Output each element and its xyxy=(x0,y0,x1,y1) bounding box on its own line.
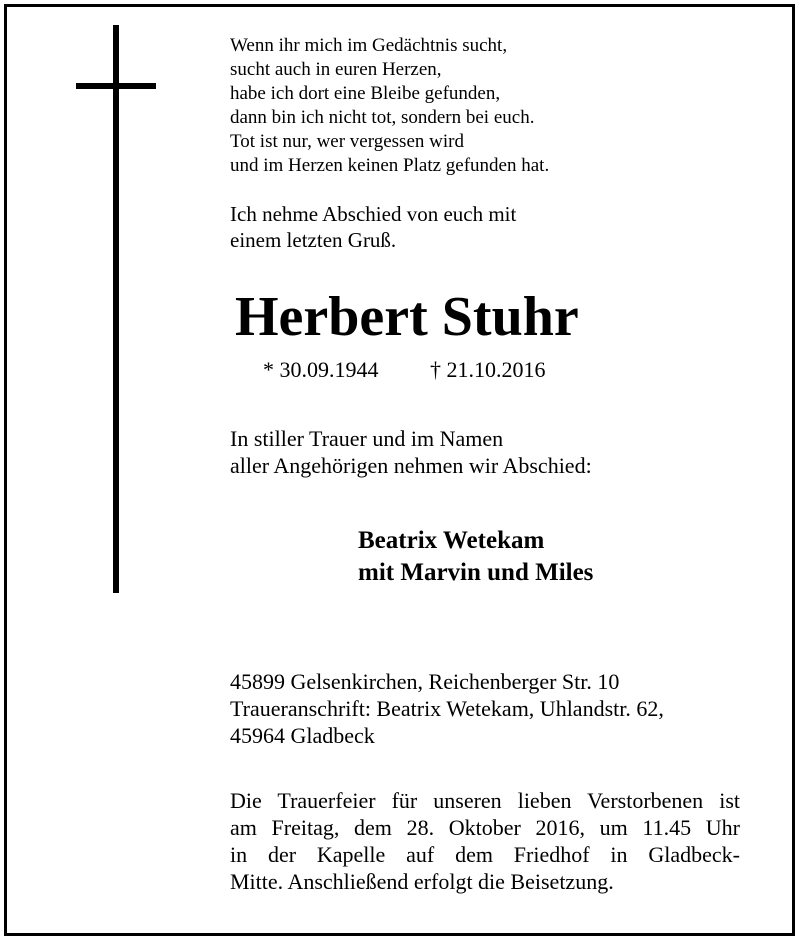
mourning-line: In stiller Trauer und im Namen xyxy=(230,426,504,451)
farewell-line: einem letzten Gruß. xyxy=(230,228,397,252)
poem-line: und im Herzen keinen Platz gefunden hat. xyxy=(230,155,550,176)
poem-line: Wenn ihr mich im Gedächtnis sucht, xyxy=(230,35,508,56)
deceased-name: Herbert Stuhr xyxy=(235,286,579,348)
cross-vertical-bar xyxy=(113,25,119,593)
ceremony-info xyxy=(230,787,740,895)
mourning-line: aller Angehörigen nehmen wir Abschied: xyxy=(230,453,592,478)
ceremony-line: Mitte. Anschließend erfolgt die Beisetzung. xyxy=(230,869,614,894)
family-signature xyxy=(358,525,593,589)
ceremony-line: Die Trauerfeier für unseren lieben Verstorbenen ist xyxy=(230,788,740,813)
address-block xyxy=(230,668,664,749)
family-line: mit Marvin und Miles xyxy=(358,559,594,586)
poem-line: habe ich dort eine Bleibe gefunden, xyxy=(230,83,501,104)
mourning-text xyxy=(230,425,592,479)
ceremony-line: in der Kapelle auf dem Friedhof in Gladbeck- xyxy=(230,842,740,867)
farewell-message xyxy=(230,201,516,253)
address-line: Traueranschrift: Beatrix Wetekam, Uhlandstr. 62, xyxy=(230,696,664,721)
farewell-line: Ich nehme Abschied von euch mit xyxy=(230,202,517,226)
death-date: † 21.10.2016 xyxy=(430,357,546,382)
address-line: 45964 Gladbeck xyxy=(230,723,375,748)
poem-line: sucht auch in euren Herzen, xyxy=(230,59,442,80)
ceremony-line: am Freitag, dem 28. Oktober 2016, um 11.45 Uhr xyxy=(230,815,740,840)
poem-line: Tot ist nur, wer vergessen wird xyxy=(230,131,464,152)
address-line: 45899 Gelsenkirchen, Reichenberger Str. 10 xyxy=(230,669,620,694)
birth-date: * 30.09.1944 xyxy=(263,357,379,382)
poem-line: dann bin ich nicht tot, sondern bei euch. xyxy=(230,107,535,128)
cross-horizontal-bar xyxy=(76,83,156,89)
family-line: Beatrix Wetekam xyxy=(358,527,545,554)
poem xyxy=(230,34,549,178)
